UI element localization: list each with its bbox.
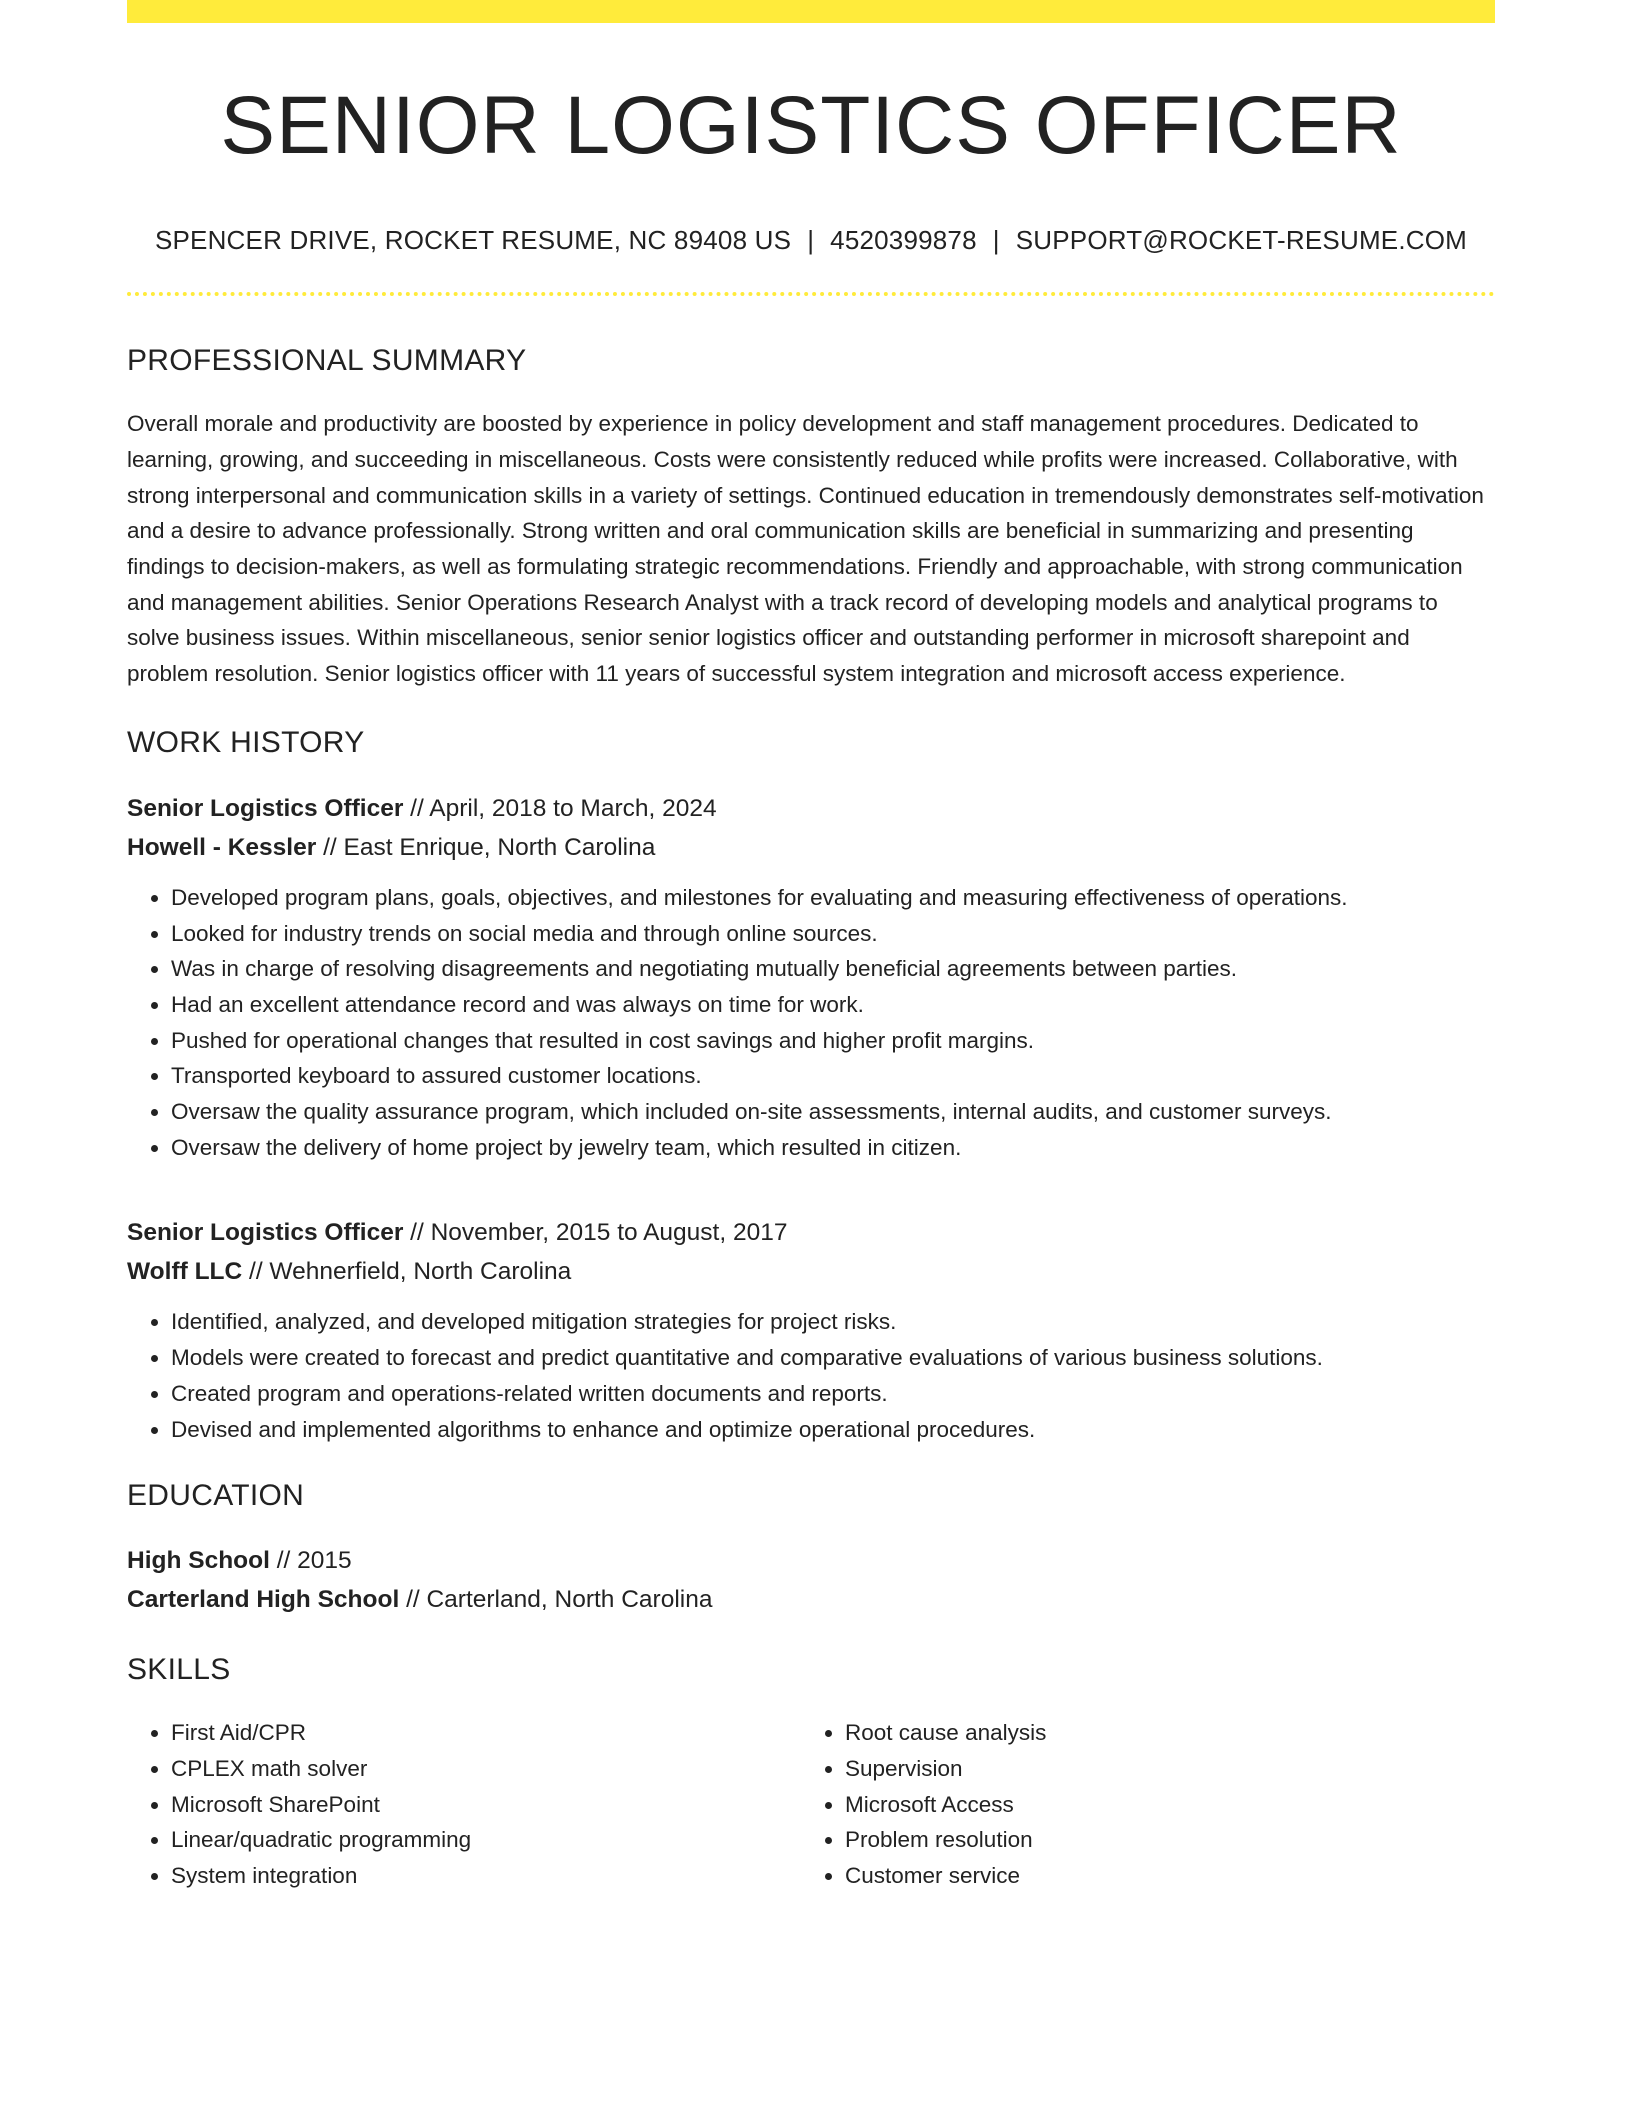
education-location: // Carterland, North Carolina [399, 1586, 713, 1614]
job-location: // East Enrique, North Carolina [316, 833, 656, 861]
job-company-line [127, 1252, 1495, 1291]
job-bullets [127, 880, 1495, 1166]
contact-separator: | [807, 225, 815, 256]
job-bullet: • Transported keyboard to assured customer locations. [171, 1058, 1495, 1094]
job-company: Wolff LLC [127, 1258, 243, 1286]
skills-columns [127, 1715, 1495, 1894]
contact-email: SUPPORT@ROCKET-RESUME.COM [1015, 225, 1468, 256]
skill-item: • Supervision [845, 1751, 1475, 1787]
education-entry [127, 1541, 1495, 1619]
job-bullet: • Created program and operations-related written documents and reports. [171, 1376, 1495, 1412]
job-bullet: • Models were created to forecast and predict quantitative and comparative evaluations of various business solutions. [171, 1340, 1495, 1376]
contact-separator: | [992, 225, 1000, 256]
skill-item: • Root cause analysis [845, 1715, 1475, 1751]
summary-text: Overall morale and productivity are boosted by experience in policy development and staff management procedures. Dedicated to learning, growing, and succeeding in miscellaneous. Costs were consistently reduced while profits were increased. Collaborative, with strong interpersonal and communication skills in a variety of settings. Continued education in tremendously demonstrates self-motivation and a desire to advance professionally. Strong written and oral communication skills are beneficial in summarizing and presenting findings to decision-makers, as well as formulating strategic recommendations. Friendly and approachable, with strong communication and management abilities. Senior Operations Research Analyst with a track record of developing models and analytical programs to solve business issues. Within miscellaneous, senior senior logistics officer and outstanding performer in microsoft sharepoint and problem resolution. Senior logistics officer with 11 years of successful system integration and microsoft access experience. [127, 411, 1484, 687]
skill-item: • Linear/quadratic programming [171, 1822, 801, 1858]
work-history-heading: WORK HISTORY [127, 725, 365, 759]
job-dates: // April, 2018 to March, 2024 [403, 794, 717, 822]
skill-item: • First Aid/CPR [171, 1715, 801, 1751]
job-entry [127, 1213, 1495, 1447]
education-school: Carterland High School [127, 1586, 400, 1614]
job-title-line [127, 789, 1495, 828]
job-bullet: • Devised and implemented algorithms to enhance and optimize operational procedures. [171, 1412, 1495, 1448]
job-dates: // November, 2015 to August, 2017 [403, 1219, 788, 1247]
job-position: Senior Logistics Officer [127, 1219, 404, 1247]
job-bullet: • Identified, analyzed, and developed mitigation strategies for project risks. [171, 1304, 1495, 1340]
job-bullet: • Oversaw the quality assurance program, which included on-site assessments, internal audits, and customer surveys. [171, 1094, 1495, 1130]
job-title-line [127, 1213, 1495, 1252]
job-bullet: • Looked for industry trends on social media and through online sources. [171, 916, 1495, 952]
job-entry [127, 789, 1495, 1166]
job-company-line [127, 828, 1495, 867]
skills-list-right [801, 1715, 1475, 1894]
education-degree-line [127, 1541, 1495, 1580]
education-degree: High School [127, 1547, 270, 1575]
dotted-divider [127, 292, 1495, 296]
skills-heading: SKILLS [127, 1653, 231, 1687]
resume-title: SENIOR LOGISTICS OFFICER [220, 80, 1402, 171]
job-position: Senior Logistics Officer [127, 794, 404, 822]
education-heading: EDUCATION [127, 1479, 305, 1513]
summary-heading: PROFESSIONAL SUMMARY [127, 344, 527, 378]
top-accent-bar [127, 0, 1495, 23]
education-year: // 2015 [269, 1547, 352, 1575]
job-bullet: • Oversaw the delivery of home project by jewelry team, which resulted in citizen. [171, 1130, 1495, 1166]
skill-item: • Microsoft SharePoint [171, 1787, 801, 1823]
job-bullet: • Had an excellent attendance record and was always on time for work. [171, 987, 1495, 1023]
contact-address: SPENCER DRIVE, ROCKET RESUME, NC 89408 US [154, 225, 792, 256]
job-company: Howell - Kessler [127, 833, 317, 861]
resume-page [127, 0, 1495, 1894]
job-bullet: • Was in charge of resolving disagreements and negotiating mutually beneficial agreements between parties. [171, 951, 1495, 987]
job-bullet: • Pushed for operational changes that resulted in cost savings and higher profit margins. [171, 1023, 1495, 1059]
skill-item: • Problem resolution [845, 1822, 1475, 1858]
job-bullets [127, 1304, 1495, 1447]
skill-item: • Microsoft Access [845, 1787, 1475, 1823]
contact-line [127, 225, 1495, 256]
education-school-line [127, 1580, 1495, 1619]
skill-item: • CPLEX math solver [171, 1751, 801, 1787]
skill-item: • Customer service [845, 1858, 1475, 1894]
skill-item: • System integration [171, 1858, 801, 1894]
job-bullet: • Developed program plans, goals, objectives, and milestones for evaluating and measuring effectiveness of operations. [171, 880, 1495, 916]
contact-phone: 4520399878 [830, 225, 977, 256]
skills-list-left [127, 1715, 801, 1894]
job-location: // Wehnerfield, North Carolina [242, 1258, 572, 1286]
